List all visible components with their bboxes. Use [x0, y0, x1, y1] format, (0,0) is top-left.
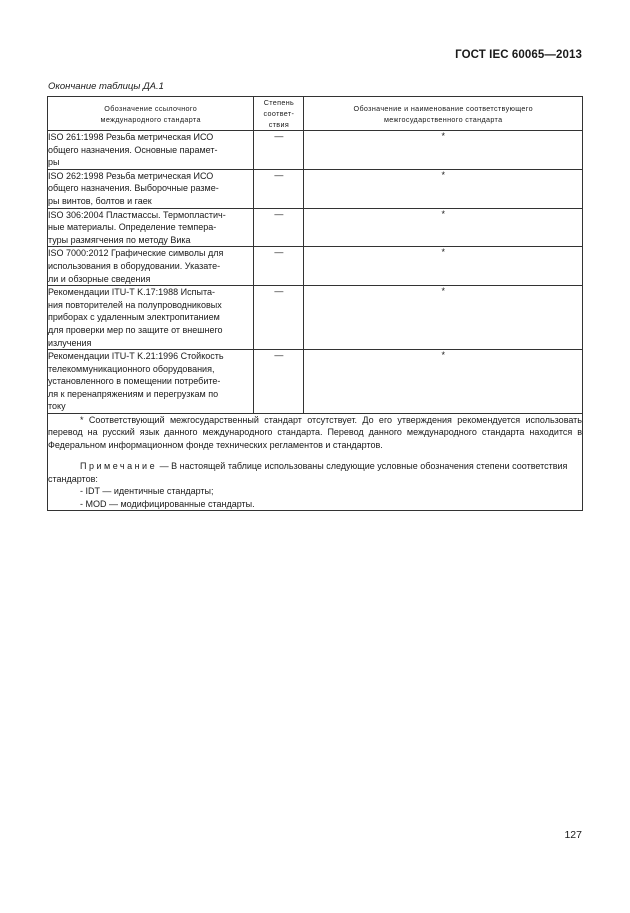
document-code-header: ГОСТ IEC 60065—2013: [455, 49, 582, 61]
table-header-row: [48, 97, 583, 131]
note-paragraph: [48, 460, 582, 485]
degree-cell: —: [254, 247, 304, 286]
interstate-cell: *: [304, 131, 583, 170]
standard-cell: ISO 262:1998 Резьба метрическая ИСО общего назначения. Выборочные разме- ры винтов, болтов и гаек: [48, 169, 254, 208]
table-row: [48, 286, 583, 350]
column-header-interstate-standard: Обозначение и наименование соответствующего межгосударственного стандарта: [304, 97, 583, 131]
degree-cell: —: [254, 208, 304, 247]
standard-cell: ISO 261:1998 Резьба метрическая ИСО общего назначения. Основные парамет- ры: [48, 131, 254, 170]
table-row: [48, 208, 583, 247]
note-list-item: - MOD — модифицированные стандарты.: [80, 498, 255, 509]
note-list-item: - IDT — идентичные стандарты;: [80, 486, 214, 497]
interstate-cell: *: [304, 247, 583, 286]
degree-cell: —: [254, 169, 304, 208]
notes-row: [48, 414, 583, 511]
standard-cell: ISO 306:2004 Пластмассы. Термопластич- ные материалы. Определение темпера- туры размягчения по методу Вика: [48, 208, 254, 247]
table-row: [48, 350, 583, 414]
interstate-cell: *: [304, 286, 583, 350]
table-row: [48, 131, 583, 170]
standard-cell: Рекомендации ITU-T K.17:1988 Испыта- ния повторителей на полупроводниковых приборах с удаленным электропитанием для проверки мер по защите от внешнего излучения: [48, 286, 254, 350]
interstate-cell: *: [304, 208, 583, 247]
degree-cell: —: [254, 131, 304, 170]
standard-cell: ISO 7000:2012 Графические символы для использования в оборудовании. Указате- ли и обзорные сведения: [48, 247, 254, 286]
table-row: [48, 247, 583, 286]
footnote: * Соответствующий межгосударственный стандарт отсутствует. До его утверждения рекомендуется использовать перевод на русский язык данного международного стандарта. Перевод данного международного стандарта находится в Федеральном информационном фонде технических регламентов и стандартов.: [48, 415, 582, 450]
degree-cell: —: [254, 350, 304, 414]
reference-table: [47, 96, 583, 511]
page-number: 127: [564, 829, 582, 841]
interstate-cell: *: [304, 169, 583, 208]
notes-cell: [48, 414, 583, 511]
standard-cell: Рекомендации ITU-T K.21:1996 Стойкость телекоммуникационного оборудования, установленного в помещении потребите- ля к перенапряжениям и перегрузкам по току: [48, 350, 254, 414]
table-caption: Окончание таблицы ДА.1: [48, 81, 164, 92]
interstate-cell: *: [304, 350, 583, 414]
table-row: [48, 169, 583, 208]
note-text: — В настоящей таблице использованы следующие условные обозначения степени соответствия стандартов:: [48, 461, 568, 484]
note-label: Примечание: [80, 461, 158, 472]
column-header-degree: Степень соответ- ствия: [254, 97, 304, 131]
column-header-international-standard: Обозначение ссылочного международного стандарта: [48, 97, 254, 131]
degree-cell: —: [254, 286, 304, 350]
